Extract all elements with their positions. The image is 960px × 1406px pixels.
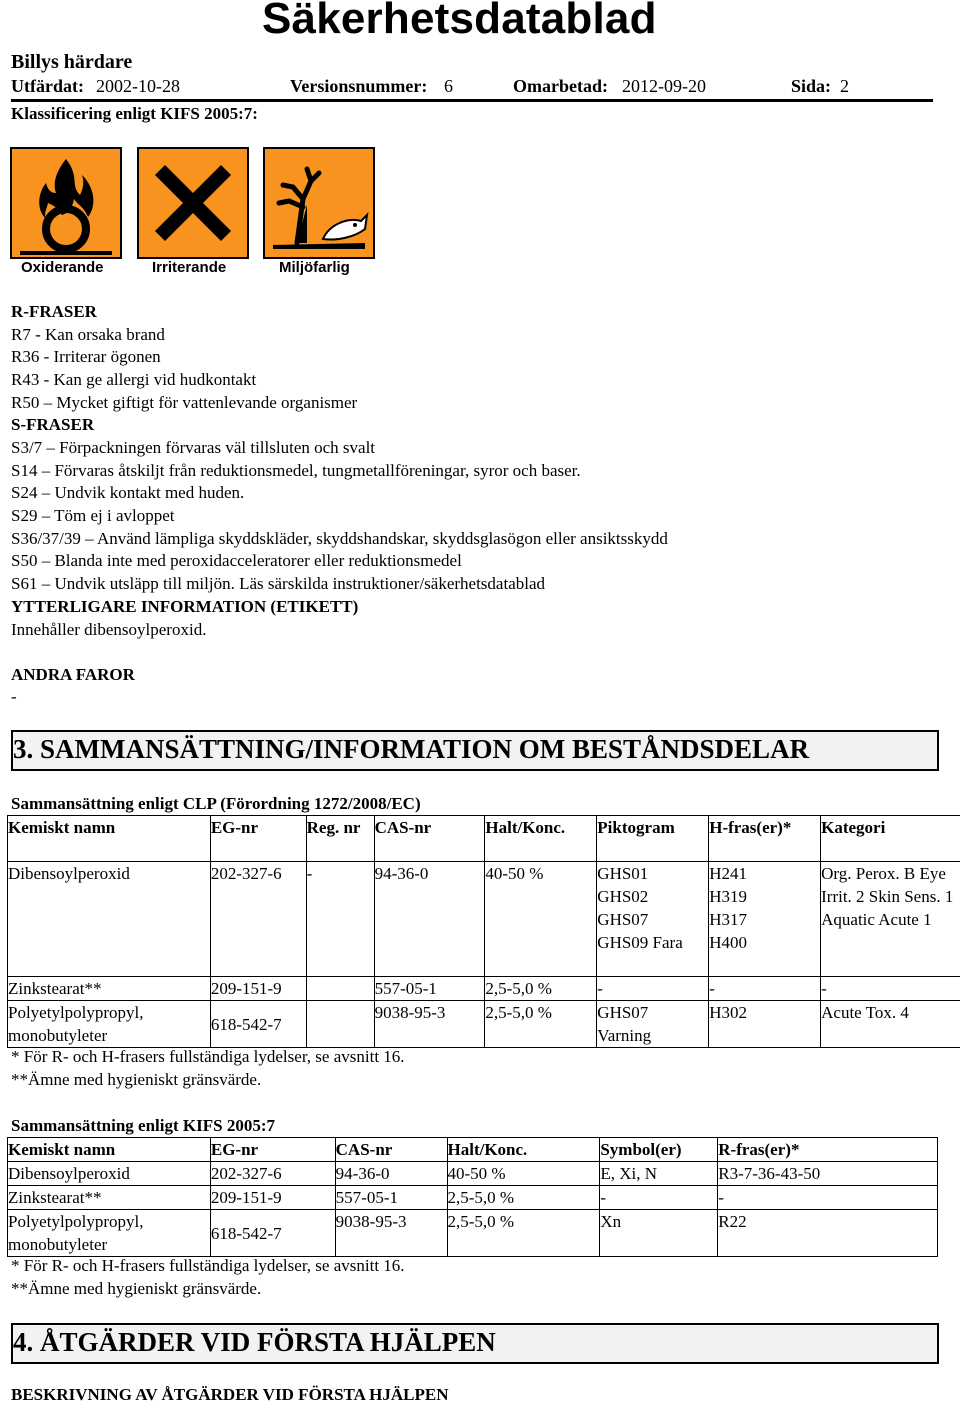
table-cell: 2,5-5,0 %: [485, 977, 597, 1001]
table-cell: 40-50 %: [447, 1162, 600, 1186]
clp-col-header: Halt/Konc.: [485, 816, 597, 862]
section-3-title: 3. SAMMANSÄTTNING/INFORMATION OM BESTÅNDSDELAR: [13, 734, 810, 764]
table-cell: 557-05-1: [374, 977, 485, 1001]
header-rule: [11, 99, 933, 102]
kifs-col-header: R-fras(er)*: [718, 1138, 938, 1162]
table-cell: 9038-95-3: [374, 1001, 485, 1048]
table-row: [8, 1186, 938, 1210]
table-cell: 618-542-7: [210, 1001, 306, 1048]
phrase-line: S14 – Förvaras åtskiljt från reduktionsmedel, tungmetallföreningar, syror och baser.: [11, 461, 581, 480]
table-row: [8, 862, 960, 977]
x-cross-icon: [137, 147, 249, 264]
pictogram-label-irriterande: Irriterande: [152, 259, 227, 276]
kifs-col-header: Symbol(er): [600, 1138, 718, 1162]
table-cell: -: [821, 977, 960, 1001]
phrase-line: R36 - Irriterar ögonen: [11, 347, 161, 366]
table-cell: Dibensoylperoxid: [8, 862, 211, 977]
kifs-col-header: EG-nr: [210, 1138, 335, 1162]
table-cell: 202-327-6: [210, 1162, 335, 1186]
table-cell: 202-327-6: [210, 862, 306, 977]
clp-table: [7, 815, 960, 1048]
kifs-col-header: Halt/Konc.: [447, 1138, 600, 1162]
kifs-table: [7, 1137, 938, 1257]
table-cell: GHS07 Varning: [597, 1001, 709, 1048]
version-value: 6: [444, 76, 453, 96]
table-cell: H302: [709, 1001, 821, 1048]
kifs-heading: Sammansättning enligt KIFS 2005:7: [11, 1116, 275, 1135]
table-row: [8, 1001, 960, 1048]
clp-col-header: Piktogram: [597, 816, 709, 862]
table-cell: 557-05-1: [335, 1186, 447, 1210]
company-name: Billys härdare: [11, 51, 133, 73]
s-phrases-heading: S-FRASER: [11, 415, 95, 434]
issued-label: Utfärdat:: [11, 76, 84, 96]
section-4-header: [11, 1323, 939, 1364]
revised-label: Omarbetad:: [513, 76, 608, 96]
table-cell: Zinkstearat**: [8, 1186, 211, 1210]
table-cell: Org. Perox. B Eye Irrit. 2 Skin Sens. 1 Aquatic Acute 1: [821, 862, 960, 977]
other-hazards-value: -: [11, 687, 17, 706]
table-cell: 94-36-0: [374, 862, 485, 977]
phrase-line: S24 – Undvik kontakt med huden.: [11, 483, 245, 502]
table-cell: 209-151-9: [210, 1186, 335, 1210]
table-cell: 9038-95-3: [335, 1210, 447, 1257]
table-cell: 618-542-7: [210, 1210, 335, 1257]
phrase-line: Innehåller dibensoylperoxid.: [11, 620, 207, 639]
phrase-line: R50 – Mycket giftigt för vattenlevande organismer: [11, 393, 358, 412]
clp-col-header: CAS-nr: [374, 816, 485, 862]
dead-tree-fish-icon: [263, 147, 375, 264]
revised-value: 2012-09-20: [622, 76, 706, 96]
phrase-line: S36/37/39 – Använd lämpliga skyddskläder, skyddshandskar, skyddsglasögon eller ansiktsskydd: [11, 529, 668, 548]
kifs-note-1: * För R- och H-frasers fullständiga lydelser, se avsnitt 16.: [11, 1256, 405, 1275]
phrase-line: S50 – Blanda inte med peroxidacceleratorer eller reduktionsmedel: [11, 551, 462, 570]
kifs-note-2: **Ämne med hygieniskt gränsvärde.: [11, 1279, 262, 1298]
clp-note-1: * För R- och H-frasers fullständiga lydelser, se avsnitt 16.: [11, 1047, 405, 1066]
table-cell: E, Xi, N: [600, 1162, 718, 1186]
issued-value: 2002-10-28: [96, 76, 180, 96]
phrase-line: S61 – Undvik utsläpp till miljön. Läs särskilda instruktioner/säkerhetsdatablad: [11, 574, 546, 593]
pictogram-label-oxiderande: Oxiderande: [21, 259, 104, 276]
table-cell: -: [306, 862, 374, 977]
pictogram-label-miljofarlig: Miljöfarlig: [279, 259, 350, 276]
section-4-title: 4. ÅTGÄRDER VID FÖRSTA HJÄLPEN: [13, 1327, 496, 1357]
table-cell: 2,5-5,0 %: [447, 1186, 600, 1210]
table-cell: -: [597, 977, 709, 1001]
phrase-line: S3/7 – Förpackningen förvaras väl tillsluten och svalt: [11, 438, 376, 457]
phrase-line: S29 – Töm ej i avloppet: [11, 506, 175, 525]
clp-col-header: Kategori: [821, 816, 960, 862]
version-label: Versionsnummer:: [290, 76, 428, 96]
kifs-col-header: CAS-nr: [335, 1138, 447, 1162]
table-cell: 2,5-5,0 %: [485, 1001, 597, 1048]
additional-info-heading: YTTERLIGARE INFORMATION (ETIKETT): [11, 597, 359, 616]
table-cell: 2,5-5,0 %: [447, 1210, 600, 1257]
table-cell: Xn: [600, 1210, 718, 1257]
table-cell: 94-36-0: [335, 1162, 447, 1186]
table-row: [8, 1210, 938, 1257]
other-hazards-heading: ANDRA FAROR: [11, 665, 135, 684]
table-cell: -: [709, 977, 821, 1001]
page-label: Sida:: [791, 76, 832, 96]
table-row: [8, 1162, 938, 1186]
clp-heading: Sammansättning enligt CLP (Förordning 1272/2008/EC): [11, 794, 421, 813]
table-cell: Zinkstearat**: [8, 977, 211, 1001]
table-cell: Acute Tox. 4: [821, 1001, 960, 1048]
table-cell: R3-7-36-43-50: [718, 1162, 938, 1186]
table-cell: [306, 1001, 374, 1048]
clp-note-2: **Ämne med hygieniskt gränsvärde.: [11, 1070, 262, 1089]
clp-col-header: H-fras(er)*: [709, 816, 821, 862]
table-cell: R22: [718, 1210, 938, 1257]
table-cell: Dibensoylperoxid: [8, 1162, 211, 1186]
table-cell: 40-50 %: [485, 862, 597, 977]
r-phrases-heading: R-FRASER: [11, 302, 97, 321]
kifs-col-header: Kemiskt namn: [8, 1138, 211, 1162]
clp-col-header: Kemiskt namn: [8, 816, 211, 862]
table-cell: H241 H319 H317 H400: [709, 862, 821, 977]
table-cell: Polyetylpolypropyl, monobutyleter: [8, 1001, 211, 1048]
table-cell: GHS01 GHS02 GHS07 GHS09 Fara: [597, 862, 709, 977]
table-cell: 209-151-9: [210, 977, 306, 1001]
table-cell: -: [600, 1186, 718, 1210]
table-cell: Polyetylpolypropyl, monobutyleter: [8, 1210, 211, 1257]
table-row: [8, 977, 960, 1001]
phrase-line: R43 - Kan ge allergi vid hudkontakt: [11, 370, 257, 389]
document-title: Säkerhetsdatablad: [262, 0, 657, 43]
flame-over-circle-icon: [10, 147, 122, 264]
classification-label: Klassificering enligt KIFS 2005:7:: [11, 104, 258, 123]
section-3-header: [11, 730, 939, 771]
table-cell: -: [718, 1186, 938, 1210]
clp-col-header: EG-nr: [210, 816, 306, 862]
phrase-line: R7 - Kan orsaka brand: [11, 325, 165, 344]
table-cell: [306, 977, 374, 1001]
section-4-subheading: BESKRIVNING AV ÅTGÄRDER VID FÖRSTA HJÄLPEN: [11, 1385, 449, 1404]
clp-col-header: Reg. nr: [306, 816, 374, 862]
page-value: 2: [840, 76, 849, 96]
